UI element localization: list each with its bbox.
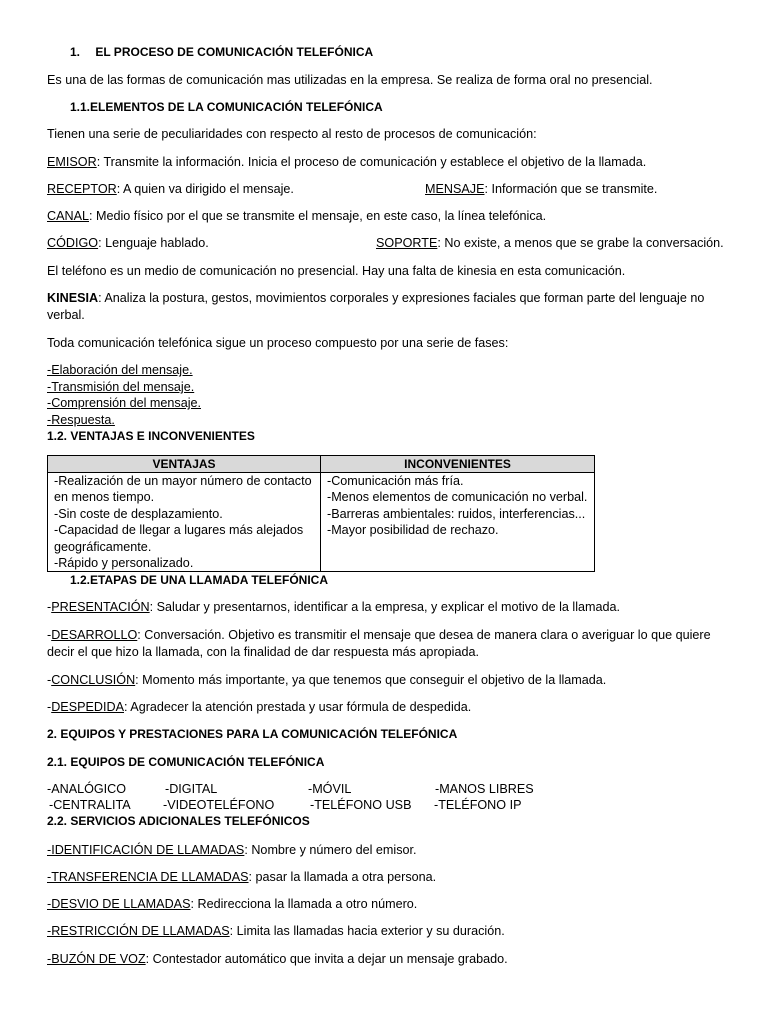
fase-item: -Elaboración del mensaje. bbox=[47, 363, 193, 377]
desarrollo-text: : Conversación. Objetivo es transmitir el mensaje que desea de manera clara o averiguar lo que quiere bbox=[137, 628, 711, 642]
presentacion-term: PRESENTACIÓN bbox=[51, 600, 150, 614]
presentacion-line: -PRESENTACIÓN: Saludar y presentarnos, identificar a la empresa, y explicar el motivo de la llamada. bbox=[47, 600, 621, 614]
servicio-text: : Redirecciona la llamada a otro número. bbox=[190, 897, 418, 911]
servicio-term: -TRANSFERENCIA DE LLAMADAS bbox=[47, 870, 249, 884]
servicio-text: : pasar la llamada a otra persona. bbox=[248, 870, 437, 884]
servicio-text: : Contestador automático que invita a dejar un mensaje grabado. bbox=[145, 952, 508, 966]
inconveniente-item: -Mayor posibilidad de rechazo. bbox=[327, 523, 499, 538]
kinesia-line-2: verbal. bbox=[47, 308, 85, 322]
desarrollo-line-2: decir el que hizo la llamada, con la finalidad de dar respuesta más apropiada. bbox=[47, 645, 479, 659]
servicio-term: -BUZÓN DE VOZ bbox=[47, 952, 146, 966]
ventaja-item: -Capacidad de llegar a lugares más alejados geográficamente. bbox=[54, 523, 304, 554]
mensaje-line bbox=[425, 181, 657, 197]
servicio-line bbox=[47, 896, 417, 912]
despedida-line: -DESPEDIDA: Agradecer la atención prestada y usar fórmula de despedida. bbox=[47, 700, 472, 714]
codigo-term: CÓDIGO bbox=[47, 236, 99, 250]
servicio-line bbox=[47, 951, 508, 967]
inconveniente-item: -Comunicación más fría. bbox=[327, 474, 464, 488]
ventaja-item: -Sin coste de desplazamiento. bbox=[54, 506, 223, 521]
fase-item: -Transmisión del mensaje. bbox=[47, 380, 195, 394]
codigo-line bbox=[47, 235, 209, 251]
conclusion-text: : Momento más importante, ya que tenemos que conseguir el objetivo de la llamada. bbox=[135, 673, 607, 687]
telefono-line: El teléfono es un medio de comunicación no presencial. Hay una falta de kinesia en esta comunicación. bbox=[47, 264, 626, 278]
desarrollo-line-1: -DESARROLLO: Conversación. Objetivo es transmitir el mensaje que desea de manera clara o averiguar lo que quiere bbox=[47, 628, 711, 642]
ventaja-item: -Rápido y personalizado. bbox=[54, 556, 194, 571]
equipo-item: -CENTRALITA bbox=[49, 798, 131, 812]
section-1-1-intro: Tienen una serie de peculiaridades con respecto al resto de procesos de comunicación: bbox=[47, 127, 537, 141]
equipo-item: -TELÉFONO IP bbox=[434, 798, 522, 812]
despedida-term: DESPEDIDA bbox=[51, 700, 124, 714]
col-ventajas: VENTAJAS bbox=[48, 456, 321, 473]
servicio-term: -IDENTIFICACIÓN DE LLAMADAS bbox=[47, 843, 245, 857]
section-2-1-heading: 2.1. EQUIPOS DE COMUNICACIÓN TELEFÓNICA bbox=[47, 755, 325, 769]
servicio-line bbox=[47, 842, 417, 858]
section-2-2-heading: 2.2. SERVICIOS ADICIONALES TELEFÓNICOS bbox=[47, 814, 310, 828]
soporte-term: SOPORTE bbox=[376, 236, 438, 250]
servicio-text: : Limita las llamadas hacia exterior y su duración. bbox=[229, 924, 505, 938]
emisor-text: : Transmite la información. Inicia el proceso de comunicación y establece el objetivo de la llamada. bbox=[96, 155, 647, 169]
servicio-term: -RESTRICCIÓN DE LLAMADAS bbox=[47, 924, 230, 938]
heading-text: EL PROCESO DE COMUNICACIÓN TELEFÓNICA bbox=[95, 45, 374, 59]
codigo-text: : Lenguaje hablado. bbox=[98, 236, 209, 250]
col-inconvenientes: INCONVENIENTES bbox=[321, 456, 595, 473]
canal-term: CANAL bbox=[47, 209, 89, 223]
section-1-2-heading: 1.2. VENTAJAS E INCONVENIENTES bbox=[47, 429, 255, 443]
receptor-term: RECEPTOR bbox=[47, 182, 117, 196]
receptor-line bbox=[47, 181, 294, 197]
conclusion-line: -CONCLUSIÓN: Momento más importante, ya que tenemos que conseguir el objetivo de la llamada. bbox=[47, 673, 607, 687]
fases-intro: Toda comunicación telefónica sigue un proceso compuesto por una serie de fases: bbox=[47, 336, 509, 350]
inconveniente-item: -Barreras ambientales: ruidos, interferencias... bbox=[327, 506, 586, 521]
equipo-item: -ANALÓGICO bbox=[47, 782, 127, 796]
equipo-item: -VIDEOTELÉFONO bbox=[163, 798, 275, 812]
section-1-heading bbox=[70, 44, 373, 60]
fase-item: -Respuesta. bbox=[47, 413, 115, 427]
despedida-text: : Agradecer la atención prestada y usar fórmula de despedida. bbox=[124, 700, 472, 714]
equipo-item: -MANOS LIBRES bbox=[435, 782, 534, 796]
ventaja-item: -Realización de un mayor número de contacto en menos tiempo. bbox=[54, 474, 312, 505]
kinesia-line-1 bbox=[47, 290, 704, 306]
fase-item: -Comprensión del mensaje. bbox=[47, 396, 201, 410]
mensaje-text: : Información que se transmite. bbox=[484, 182, 658, 196]
section-1-1-heading: 1.1.ELEMENTOS DE LA COMUNICACIÓN TELEFÓNICA bbox=[70, 100, 383, 114]
emisor-line bbox=[47, 154, 646, 170]
mensaje-term: MENSAJE bbox=[425, 182, 485, 196]
emisor-term: EMISOR bbox=[47, 155, 97, 169]
servicio-term: -DESVIO DE LLAMADAS bbox=[47, 897, 191, 911]
etapas-heading: 1.2.ETAPAS DE UNA LLAMADA TELEFÓNICA bbox=[70, 573, 329, 587]
equipo-item: -TELÉFONO USB bbox=[310, 798, 412, 812]
soporte-text: : No existe, a menos que se grabe la conversación. bbox=[437, 236, 724, 250]
presentacion-text: : Saludar y presentarnos, identificar a la empresa, y explicar el motivo de la llamada. bbox=[149, 600, 621, 614]
section-1-intro: Es una de las formas de comunicación mas utilizadas en la empresa. Se realiza de forma oral no presencial. bbox=[47, 73, 653, 87]
servicio-line bbox=[47, 923, 505, 939]
desarrollo-term: DESARROLLO bbox=[51, 628, 138, 642]
servicio-line bbox=[47, 869, 436, 885]
inconvenientes-cell bbox=[321, 473, 595, 572]
canal-text: : Medio físico por el que se transmite el mensaje, en este caso, la línea telefónica. bbox=[89, 209, 547, 223]
receptor-text: : A quien va dirigido el mensaje. bbox=[116, 182, 294, 196]
inconveniente-item: -Menos elementos de comunicación no verbal. bbox=[327, 490, 588, 505]
canal-line bbox=[47, 208, 546, 224]
heading-number: 1. bbox=[70, 45, 81, 59]
soporte-line bbox=[376, 235, 724, 251]
servicio-text: : Nombre y número del emisor. bbox=[244, 843, 417, 857]
kinesia-term: KINESIA bbox=[47, 291, 99, 305]
kinesia-text: : Analiza la postura, gestos, movimientos corporales y expresiones faciales que forman parte del lenguaje no bbox=[98, 291, 705, 305]
conclusion-term: CONCLUSIÓN bbox=[51, 673, 136, 687]
section-2-heading: 2. EQUIPOS Y PRESTACIONES PARA LA COMUNICACIÓN TELEFÓNICA bbox=[47, 727, 458, 741]
equipo-item: -MÓVIL bbox=[308, 782, 352, 796]
equipo-item: -DIGITAL bbox=[165, 782, 218, 796]
ventajas-cell bbox=[48, 473, 321, 572]
ventajas-table bbox=[47, 455, 595, 572]
